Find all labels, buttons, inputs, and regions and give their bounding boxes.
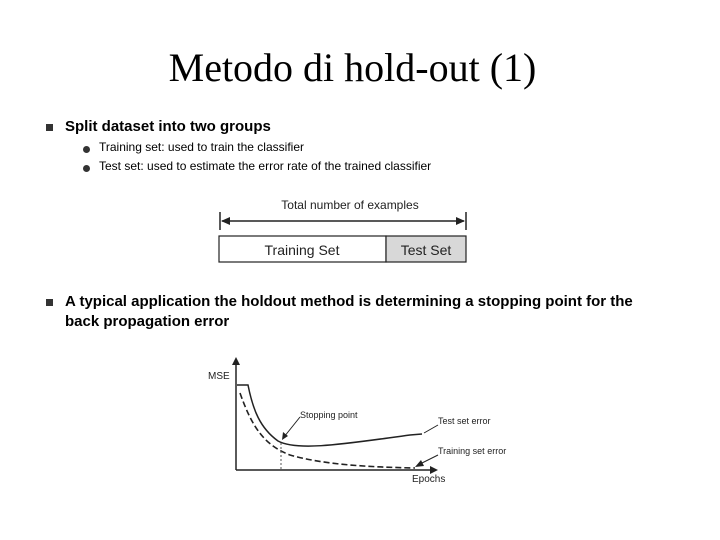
sub-bullet-training: Training set: used to train the classifier	[99, 140, 304, 154]
arrow-right-head-icon	[456, 217, 465, 225]
test-set-label: Test Set	[400, 242, 452, 258]
training-error-arrow-icon	[415, 460, 424, 467]
test-error-pointer	[424, 425, 438, 433]
split-diagram	[210, 192, 480, 270]
bullet-2-text-line1: A typical application the holdout method is determining a stopping point for the	[65, 293, 633, 310]
sub-bullet-dot-icon	[83, 165, 90, 172]
arrow-left-head-icon	[221, 217, 230, 225]
stopping-point-pointer	[284, 417, 300, 437]
stopping-point-label: Stopping point	[300, 410, 358, 420]
error-curve-plot	[200, 355, 520, 490]
x-axis-arrow-icon	[430, 466, 438, 474]
x-axis-label: Epochs	[412, 474, 446, 485]
bullet-square-icon	[46, 299, 53, 306]
training-error-label: Training set error	[438, 446, 507, 456]
y-axis-arrow-icon	[232, 357, 240, 365]
total-examples-label: Total number of examples	[281, 198, 419, 212]
bullet-1-text: Split dataset into two groups	[65, 118, 271, 135]
page-title: Metodo di hold-out (1)	[168, 45, 537, 90]
bullet-2-text-line2: back propagation error	[65, 313, 230, 330]
bullet-square-icon	[46, 124, 53, 131]
test-error-label: Test set error	[438, 416, 491, 426]
sub-bullet-test: Test set: used to estimate the error rate of the trained classifier	[99, 159, 432, 173]
sub-bullet-dot-icon	[83, 146, 90, 153]
y-axis-label: MSE	[208, 371, 230, 382]
training-set-label: Training Set	[264, 242, 340, 258]
